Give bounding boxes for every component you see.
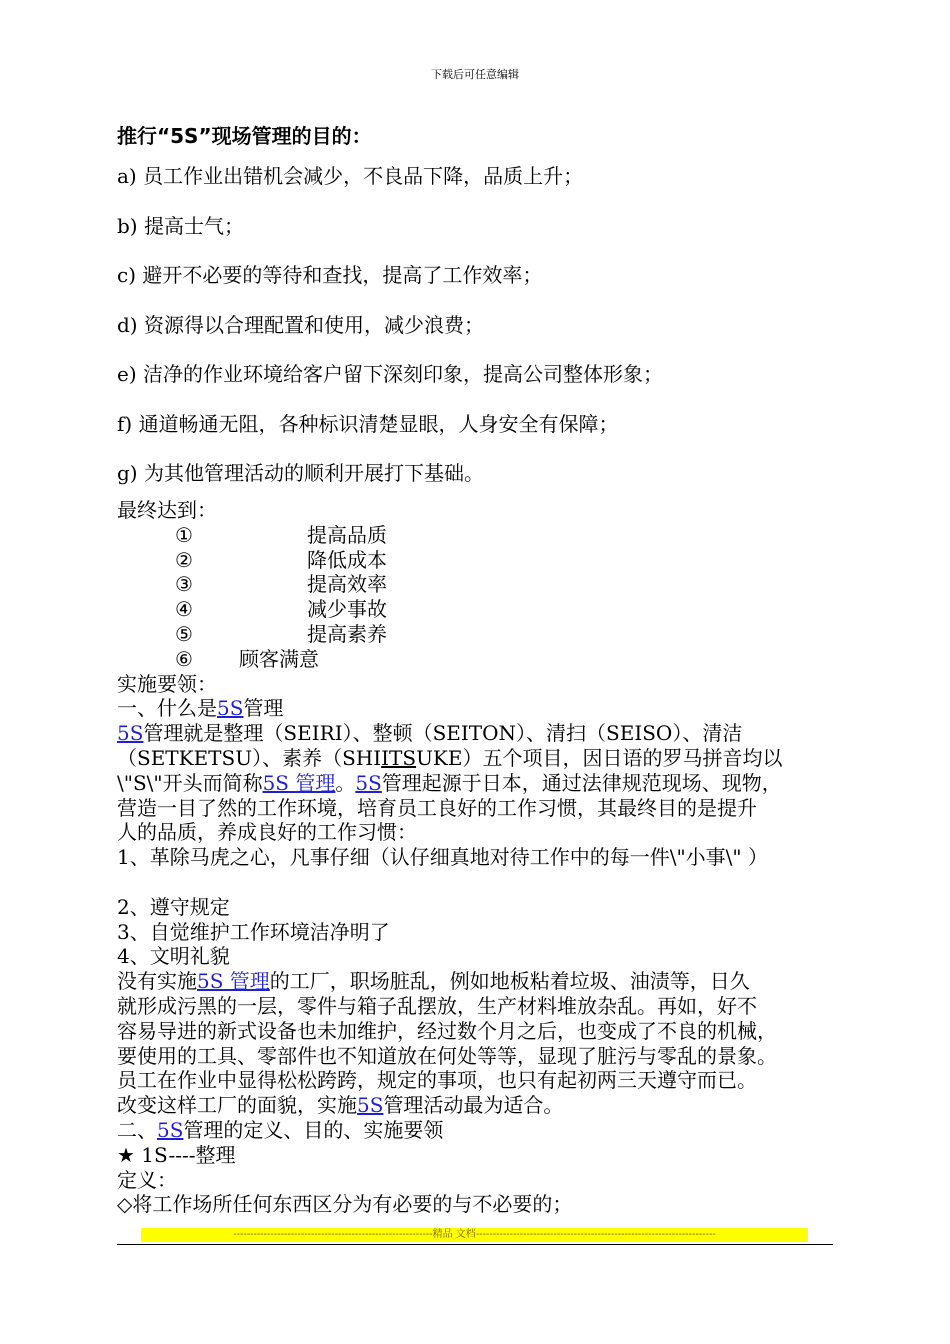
goal-number: ② — [175, 547, 193, 572]
goal-text: 减少事故 — [307, 597, 387, 622]
definition-label: 定义： — [117, 1167, 177, 1192]
goal-number: ⑥ — [175, 646, 193, 671]
document-body — [117, 498, 847, 1217]
habit-item: 2、遵守规定 — [117, 894, 230, 919]
goal-item — [117, 548, 847, 573]
section-prefix: 二、 — [117, 1117, 157, 1142]
link-5s[interactable]: 5S — [355, 770, 382, 795]
paragraph-text: 改变这样工厂的面貌，实施 — [117, 1093, 357, 1118]
paragraph-text: \"S\"开头而简称 — [117, 770, 263, 795]
link-5s-management[interactable]: 5S 管理 — [262, 770, 336, 795]
paragraph-text: 。 — [335, 770, 356, 795]
purpose-item-a: a) 员工作业出错机会减少，不良品下降，品质上升； — [117, 164, 584, 188]
paragraph-text: （SETKETSU）、素养（SHI — [117, 745, 382, 770]
goal-item — [117, 647, 847, 672]
footer-divider — [117, 1244, 833, 1245]
link-5s[interactable]: 5S — [157, 1117, 184, 1142]
document-title: 推行“5S”现场管理的目的： — [117, 124, 372, 148]
paragraph-line — [117, 721, 847, 746]
essentials-label: 实施要领： — [117, 671, 217, 696]
goal-number: ⑤ — [175, 621, 193, 646]
purpose-item-b: b) 提高士气； — [117, 214, 244, 238]
paragraph-line: 营造一目了然的工作环境，培育员工良好的工作习惯，其最终目的是提升 — [117, 795, 757, 820]
paragraph-line — [117, 1093, 847, 1118]
blank-line — [117, 870, 847, 895]
habit-item: 3、自觉维护工作环境洁净明了 — [117, 919, 390, 944]
paragraph-text: 管理起源于日本，通过法律规范现场、现物， — [381, 770, 782, 795]
paragraph-line — [117, 746, 847, 771]
section-heading-2 — [117, 1118, 847, 1143]
link-5s[interactable]: 5S — [217, 696, 244, 721]
purpose-item-d: d) 资源得以合理配置和使用，减少浪费； — [117, 313, 484, 337]
paragraph-line — [117, 771, 847, 796]
goal-number: ③ — [175, 572, 193, 597]
paragraph-line: 要使用的工具、零部件也不知道放在何处等等，显现了脏污与零乱的景象。 — [117, 1043, 777, 1068]
paragraph-text: UKE）五个项目，因日语的罗马拼音均以 — [416, 745, 783, 770]
goal-number: ① — [175, 522, 193, 547]
link-5s[interactable]: 5S — [117, 721, 144, 746]
goal-text: 顾客满意 — [239, 646, 319, 671]
link-5s-management[interactable]: 5S 管理 — [197, 969, 270, 994]
goal-text: 降低成本 — [307, 547, 387, 572]
section-prefix: 一、什么是 — [117, 696, 217, 721]
section-suffix: 管理 — [243, 696, 284, 721]
purpose-item-c: c) 避开不必要的等待和查找，提高了工作效率； — [117, 263, 543, 287]
paragraph-text: 的工厂，职场脏乱，例如地板粘着垃圾、油渍等，日久 — [269, 969, 750, 994]
goal-text: 提高素养 — [307, 621, 387, 646]
goal-item — [117, 572, 847, 597]
paragraph-text: 没有实施 — [117, 969, 197, 994]
definition-item: ◇将工作场所任何东西区分为有必要的与不必要的； — [117, 1192, 573, 1217]
page-header: 下载后可任意编辑 — [431, 68, 519, 81]
footer-text: 精品 文档 — [432, 1229, 476, 1240]
purpose-item-f: f) 通道畅通无阻，各种标识清楚显眼，人身安全有保障； — [117, 412, 619, 436]
footer-banner — [141, 1228, 808, 1242]
link-5s[interactable]: 5S — [357, 1093, 384, 1118]
underlined-text: ITS — [381, 745, 417, 770]
goal-item — [117, 523, 847, 548]
paragraph-line: 人的品质，养成良好的工作习惯： — [117, 820, 417, 845]
habit-item: 4、文明礼貌 — [117, 944, 230, 969]
goal-item — [117, 622, 847, 647]
star-heading: ★ 1S----整理 — [117, 1142, 236, 1167]
goal-text: 提高效率 — [307, 572, 387, 597]
final-label: 最终达到： — [117, 498, 217, 522]
goal-number: ④ — [175, 597, 193, 622]
goal-item — [117, 597, 847, 622]
paragraph-text: 管理活动最为适合。 — [383, 1093, 564, 1118]
paragraph-line — [117, 969, 847, 994]
goal-text: 提高品质 — [307, 522, 387, 547]
purpose-item-g: g) 为其他管理活动的顺利开展打下基础。 — [117, 461, 484, 485]
section-suffix: 管理的定义、目的、实施要领 — [183, 1117, 444, 1142]
footer-dashes: ----------------------------------------------------------------------- — [475, 1229, 716, 1240]
purpose-item-e: e) 洁净的作业环境给客户留下深刻印象，提高公司整体形象； — [117, 362, 663, 386]
paragraph-text: 管理就是整理（SEIRI）、整顿（SEITON）、清扫（SEISO）、清洁 — [143, 721, 743, 746]
habit-item: 1、革除马虎之心，凡事仔细（认仔细真地对待工作中的每一件\"小事\" ） — [117, 845, 768, 870]
footer-dashes: ----------------------------------------------------------- — [233, 1229, 433, 1240]
paragraph-line: 容易导进的新式设备也未加维护，经过数个月之后，也变成了不良的机械， — [117, 1018, 777, 1043]
paragraph-line: 就形成污黑的一层，零件与箱子乱摆放，生产材料堆放杂乱。再如，好不 — [117, 993, 757, 1018]
paragraph-line: 员工在作业中显得松松跨跨，规定的事项，也只有起初两三天遵守而已。 — [117, 1068, 757, 1093]
section-heading-1 — [117, 696, 847, 721]
